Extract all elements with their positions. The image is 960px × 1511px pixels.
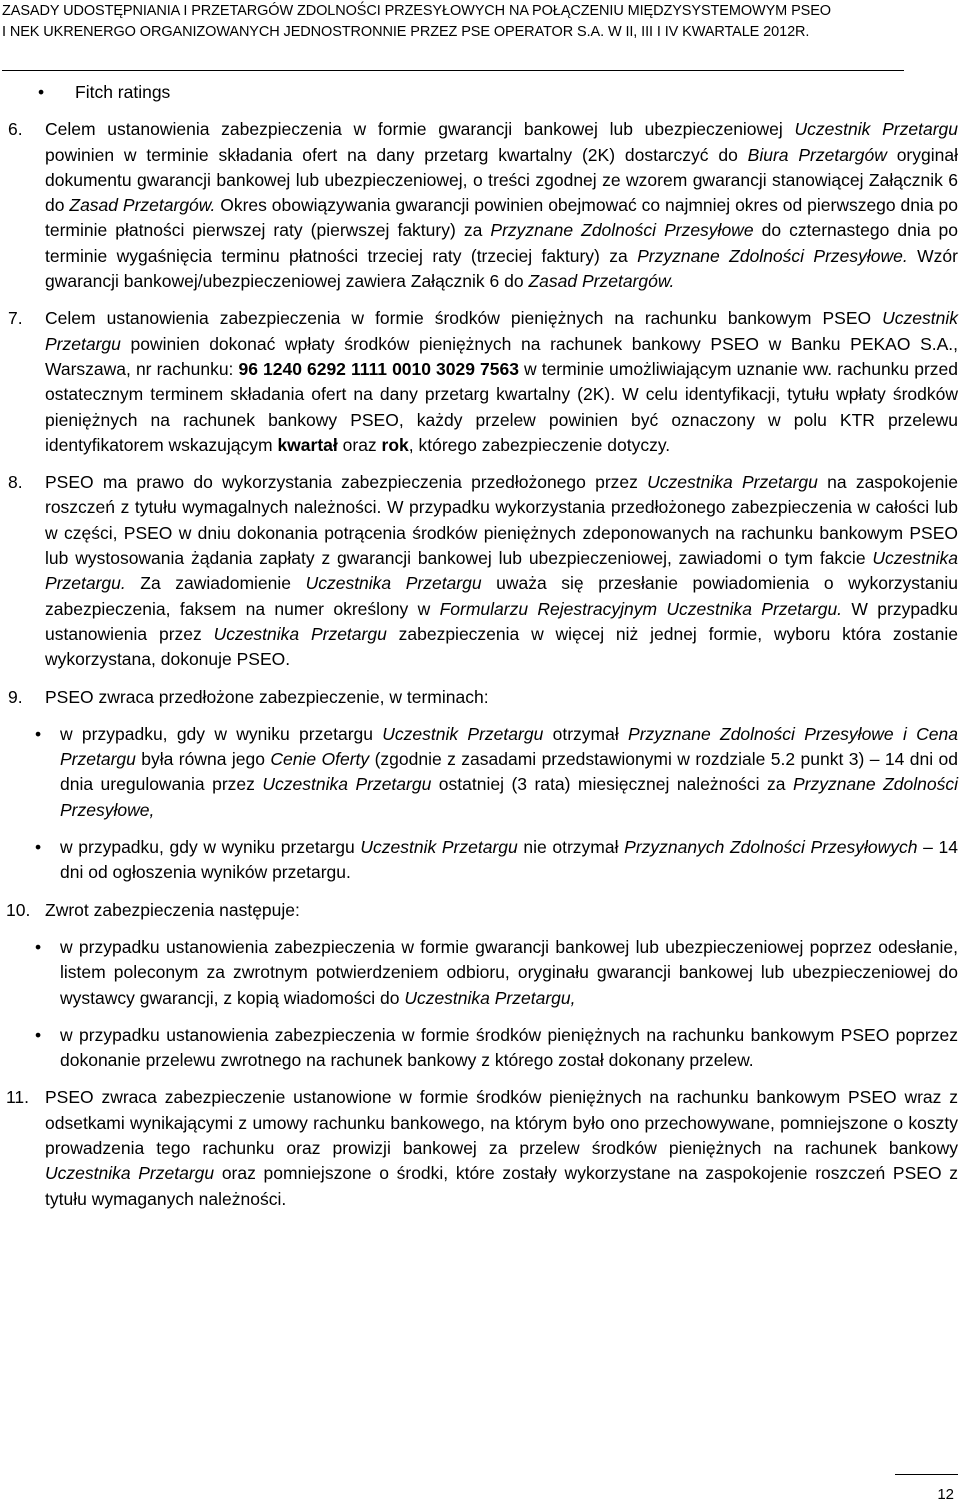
bold-term: 96 1240 6292 1111 0010 3029 7563 — [238, 358, 519, 379]
bullet-item — [0, 835, 960, 886]
emphasis-term: Uczestnik Przetargu — [360, 837, 518, 858]
text-run: powinien dokonać wpłaty środków pieniężnych na rachunek bankowy PSEO w Banku PEKAO S.A., Warszawa, nr rachunku: — [45, 333, 958, 379]
text-run: uważa się przesłanie powiadomienia o wykorzystaniu zabezpieczenia, faksem na numer określony w — [45, 573, 958, 619]
text-run: Wzór gwarancji bankowej/ubezpieczeniowej zawiera Załącznik 6 do — [45, 245, 958, 292]
text-run: PSEO ma prawo do wykorzystania zabezpieczenia przedłożonego przez — [45, 472, 648, 493]
emphasis-term: Cenie Oferty — [270, 749, 370, 770]
bullet-icon: • — [35, 723, 42, 744]
text-run: do czternastego dnia po terminie wygaśnięcia terminu płatności trzeciej raty (trzeciej faktury) za — [45, 220, 958, 266]
text-run: w terminie umożliwiającym uznanie ww. rachunku przed ostatecznym terminem składania ofert na dany przetarg kwartalny (2K). W celu identyfikacji, tytułu wpłaty środków pieniężnych na rachunek bankowy PSEO, każdy przelew powinien być oznaczony w polu KTR przelewu identyfikatorem wskazującym — [45, 358, 958, 455]
section-text — [45, 687, 489, 707]
emphasis-term: Uczestnika Przetargu — [647, 472, 818, 493]
section-text — [45, 119, 958, 291]
text-run: w przypadku, gdy w wyniku przetargu — [60, 837, 361, 858]
text-run: Za zawiadomienie — [125, 573, 306, 594]
section-10 — [0, 898, 960, 923]
section-8 — [0, 470, 960, 672]
emphasis-term: Uczestnik Przetargu — [45, 308, 958, 354]
emphasis-term: Formularzu Rejestracyjnym Uczestnika Przetargu. — [439, 598, 843, 619]
section-6 — [0, 117, 960, 294]
text-run: otrzymał — [543, 723, 629, 744]
bullet-item — [0, 722, 960, 823]
text-run: w przypadku ustanowienia zabezpieczenia w formie środków pieniężnych na rachunku bankowym PSEO poprzez dokonanie przelewu zwrotnego na rachunek bankowy z którego został dokonany przelew. — [60, 1024, 958, 1071]
bullet-item — [0, 80, 960, 105]
section-number: 8. — [8, 472, 23, 493]
text-run: , którego zabezpieczenie dotyczy. — [408, 434, 671, 455]
text-run: w przypadku ustanowienia zabezpieczenia w formie gwarancji bankowej lub ubezpieczeniowej poprzez odesłanie, listem poleconym za zwrotnym potwierdzeniem odbioru, oryginału gwarancji bankowej lub ubezpieczeniowej do wystawcy gwarancji, z kopią wiadomości do — [60, 936, 958, 1008]
section-number: 10. — [6, 899, 31, 920]
text-run: oraz pomniejszone o środki, które zostały wykorzystane na zaspokojenie roszczeń PSEO z tytułu wymaganych należności. — [45, 1163, 958, 1209]
document-header — [2, 1, 958, 43]
text-run: oraz — [337, 434, 382, 455]
footer-rule — [895, 1474, 958, 1475]
section-number: 11. — [6, 1087, 30, 1108]
text-run: W przypadku ustanowienia przez — [45, 598, 958, 644]
bullet-text — [60, 724, 958, 820]
numbered-sections — [0, 105, 960, 1212]
emphasis-term: Uczestnika Przetargu — [45, 1163, 215, 1184]
text-run: – 14 dni od ogłoszenia wyników przetargu. — [60, 837, 958, 883]
bullet-item — [0, 1023, 960, 1074]
emphasis-term: Zasad Przetargów. — [528, 271, 675, 292]
bullet-text — [60, 1025, 958, 1070]
section-text — [45, 472, 958, 669]
emphasis-term: Przyznane Zdolności Przesyłowe i Cena Przetargu — [60, 723, 958, 770]
emphasis-term: Przyznane Zdolności Przesyłowe — [490, 220, 754, 241]
emphasis-term: Uczestnik Przetargu — [382, 723, 544, 744]
emphasis-term: Uczestnika Przetargu, — [404, 987, 576, 1008]
text-run: (zgodnie z zasadami przedstawionymi w rozdziale 5.2 punkt 3) – 14 dni od dnia uregulowania przez — [60, 749, 958, 795]
section-9 — [0, 685, 960, 710]
text-run: PSEO zwraca zabezpieczenie ustanowione w formie środków pieniężnych na rachunku bankowym PSEO wraz z odsetkami wynikającymi z umowy rachunku bankowego, na którym było ono przechowywane, pomniejszone o koszty prowadzenia tego rachunku oraz prowizji bankowej za przelew środków pieniężnych na rachunek bankowy — [45, 1087, 958, 1158]
text-run: powinien w terminie składania ofert na dany przetarg kwartalny (2K) dostarczyć do — [45, 144, 748, 165]
bullet-text — [60, 837, 958, 882]
section-7 — [0, 306, 960, 458]
section-number: 7. — [8, 308, 23, 329]
emphasis-term: Uczestnika Przetargu — [213, 623, 387, 644]
section-11 — [0, 1085, 960, 1211]
emphasis-term: Uczestnika Przetargu — [305, 573, 482, 594]
text-run: PSEO zwraca przedłożone zabezpieczenie, w terminach: — [45, 686, 489, 707]
emphasis-term: Uczestnika Przetargu. — [45, 548, 958, 594]
emphasis-term: Uczestnik Przetargu — [794, 119, 958, 140]
emphasis-term: Przyznane Zdolności Przesyłowe. — [637, 245, 908, 266]
text-run: Celem ustanowienia zabezpieczenia w formie środków pieniężnych na rachunku bankowym PSEO — [45, 308, 883, 329]
bullet-icon: • — [38, 82, 45, 102]
bullet-icon: • — [35, 1024, 42, 1045]
header-rule — [2, 70, 904, 71]
text-run: Okres obowiązywania gwarancji powinien obejmować co najmniej okres od pierwszego dnia po terminie płatności pierwszej raty (pierwszej faktury) za — [45, 195, 959, 241]
text-run: zabezpieczenia w więcej niż jednej formie, wyboru która zostanie wykorzystana, dokonuje PSEO. — [45, 623, 958, 670]
text-run: nie otrzymał — [517, 837, 625, 858]
bold-term: rok — [381, 434, 409, 455]
emphasis-term: Przyznanych Zdolności Przesyłowych — [624, 837, 918, 858]
section-text — [45, 900, 300, 920]
text-run: była równa jego — [135, 749, 271, 770]
bullet-item — [0, 935, 960, 1011]
emphasis-term: Przyznane Zdolności Przesyłowe, — [60, 774, 958, 820]
bullet-text — [60, 937, 958, 1008]
text-run: w przypadku, gdy w wyniku przetargu — [60, 723, 383, 744]
text-run: ostatniej (3 rata) miesięcznej należności za — [431, 774, 793, 795]
bullet-icon: • — [35, 936, 42, 957]
document-body — [0, 80, 960, 1212]
text-run: Zwrot zabezpieczenia następuje: — [45, 899, 300, 920]
text-run: oryginał dokumentu gwarancji bankowej lub ubezpieczeniowej, o treści zgodnej ze wzorem gwarancji stanowiącej Załącznik 6 do — [45, 144, 958, 216]
header-line-2: I NEK UKRENERGO ORGANIZOWANYCH JEDNOSTRONNIE PRZEZ PSE OPERATOR S.A. W II, III I IV KWARTALE 2012R. — [2, 24, 810, 40]
section-number: 9. — [8, 686, 23, 707]
section-text — [45, 1087, 958, 1208]
header-line-1: ZASADY UDOSTĘPNIANIA I PRZETARGÓW ZDOLNOŚCI PRZESYŁOWYCH NA POŁĄCZENIU MIĘDZYSYSTEMOWYM PSEO — [2, 3, 831, 19]
section-text — [45, 308, 958, 454]
bullet-text: Fitch ratings — [75, 82, 171, 102]
text-run: na zaspokojenie roszczeń z tytułu wymagalnych należności. W przypadku wykorzystania przedłożonego zabezpieczenia w całości lub w części, PSEO w dniu dokonania potrącenia środków pieniężnych zdeponowanych na rachunku bankowym PSEO lub wystosowania żądania zapłaty z gwarancji bankowej lub ubezpieczeniowej, zawiadomi o tym fakcie — [45, 472, 958, 569]
bold-term: kwartał — [277, 434, 338, 455]
page-number: 12 — [937, 1486, 954, 1503]
emphasis-term: Biura Przetargów — [747, 144, 887, 165]
emphasis-term: Uczestnika Przetargu — [262, 774, 432, 795]
bullet-icon: • — [35, 837, 42, 858]
emphasis-term: Zasad Przetargów. — [69, 195, 216, 216]
text-run: Celem ustanowienia zabezpieczenia w formie gwarancji bankowej lub ubezpieczeniowej — [45, 119, 795, 140]
section-number: 6. — [8, 119, 23, 140]
